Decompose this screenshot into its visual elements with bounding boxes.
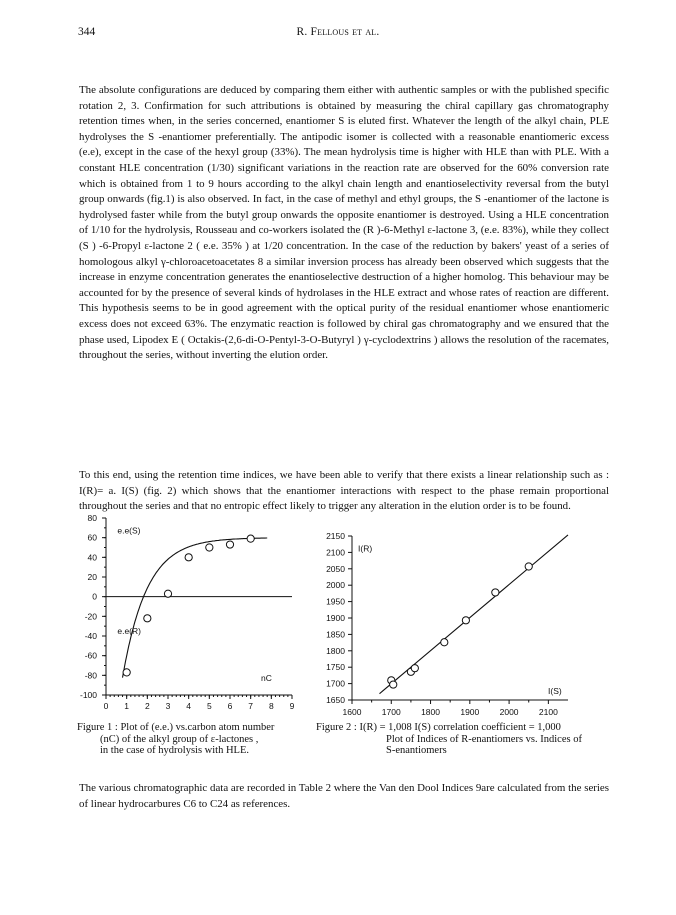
figure-1-caption-line-3: in the case of hydrolysis with HLE. (100, 745, 250, 756)
fig1-data-point (185, 554, 192, 561)
fig2-x-tick-label: 1700 (381, 707, 401, 717)
page-number: 344 (78, 26, 96, 38)
fig1-y-tick-label: -20 (84, 611, 97, 622)
figure-2-caption-line-3: S-enantiomers (386, 745, 447, 756)
figure-1-caption-line-2: (nC) of the alkyl group of ε-lactones , (100, 733, 259, 745)
fig2-x-axis-label: I(S) (548, 686, 562, 697)
fig1-fit-curve (123, 538, 268, 678)
fig2-y-tick-label: 2150 (326, 531, 345, 541)
fig1-y-tick-label: 80 (87, 513, 97, 523)
fig1-x-axis-label: nC (261, 673, 272, 684)
figure-1-caption-line-1: Figure 1 : Plot of (e.e.) vs.carbon atom number (77, 722, 275, 733)
fig2-y-tick-label: 1850 (326, 629, 345, 640)
fig1-y-tick-label: 40 (87, 552, 97, 563)
fig2-x-tick-label: 2100 (538, 707, 558, 717)
fig1-y-tick-label: -40 (84, 631, 97, 641)
paragraph-1-text: The absolute configurations are deduced by comparing them either with authentic samples or with the published specific rotation 2, 3. Confirmation for such attributions is obtained by measuring the chiral capillary gas chromatography retention times when, in the series concerned, enantiomer S is eluted first. Whatever the length of the alkyl chain, PLE hydrolyses the S -enantiomer preferentially. The antipodic isomer is collected with a reasonable enantiomeric excess (e.e), except in the case of the hexyl group (33%). The mean hydrolysis time is higher with HLE than with PLE. With a constant HLE concentration (1/30) significant variations in the reaction rate are observed for the 60% conversion rate which is obtained from 1 to 9 hours according to the alkyl chain length and enantioselectivity reversal from the butyl group onwards (fig.1) is also observed. In fact, in the case of methyl and ethyl groups, the S -enantiomer of the lactone is hydrolysed faster while from the butyl group onwards the opposite enantiomer is destroyed. Using a HLE concentration of 1/10 for the hydrolysis, Rousseau and co-workers isolated the (R )-6-Methyl ε-lactone 3, (e.e. 83%), while they collect (S ) -6-Propyl ε-lactone 2 ( e.e. 35% ) at 1/20 concentration. In the case of the reduction by bakers' yeast of a series of homologous alkyl γ-chloroacetoacetates 8 a similar inversion process has already been observed which suggests that the increase in enzyme concentration generates the enantioselective destruction of a higher homolog. This behaviour may be accounted for by the presence of several kinds of hydrolases in the HLE extract and whose rates of reaction are different. This hypothesis seems to be in good agreement with the optical purity of the residual enantiomer whose enantiomeric excess does not exceed 63%. The enzymatic reaction is followed by chiral gas chromatography and we ensured that the phase used, Lipodex E ( Octakis-(2,6-di-O-Pentyl-3-O-Butyryl ) γ-cyclodextrins ) allows the resolution of the racemates, throughout the series, without inverting the elution order. (79, 84, 609, 362)
fig1-x-tick-label: 9 (289, 701, 295, 711)
fig1-x-tick-label: 2 (144, 701, 150, 711)
fig2-data-point (411, 665, 418, 672)
fig1-data-point (206, 544, 213, 551)
fig1-y-tick-label: -80 (84, 670, 97, 681)
fig2-y-axis-label: I(R) (358, 543, 373, 554)
running-header-authors: R. Fellous et al. (296, 26, 380, 38)
fig2-y-tick-label: 1900 (326, 613, 345, 623)
fig2-data-point (390, 681, 397, 688)
paragraph-2-text: To this end, using the retention time indices, we have been able to verify that there exists a linear relationship such as : I(R)= a. I(S) (fig. 2) which shows that the enantiomer interactions with respect to the phase remain proportional throughout the series and that no entropic effect likely to trigger any alteration in the elution order is to be found. (79, 469, 609, 513)
fig1-label-eer: e.e(R) (117, 626, 141, 637)
fig2-x-tick-label: 1900 (460, 707, 480, 717)
paragraph-3-text: The various chromatographic data are recorded in Table 2 where the Van den Dool Indices 9are calculated from the series of linear hydrocarbures C6 to C24 as references. (79, 782, 609, 810)
fig1-x-tick-label: 5 (206, 701, 212, 711)
fig1-data-point (144, 615, 151, 622)
fig2-y-tick-label: 1700 (326, 678, 345, 689)
fig1-y-tick-label: -100 (79, 690, 97, 700)
fig2-x-tick-label: 1800 (421, 707, 441, 717)
fig2-data-point (525, 563, 532, 570)
figure-1-caption (77, 722, 337, 757)
fig1-x-tick-label: 4 (186, 701, 192, 711)
fig2-x-tick-label: 2000 (499, 707, 519, 717)
figure-2-caption-line-2: Plot of Indices of R-enantiomers vs. Indices of (386, 733, 582, 745)
paragraph-1 (79, 83, 609, 364)
figure-1-svg (70, 512, 300, 722)
fig2-y-tick-label: 1650 (326, 695, 345, 705)
fig1-x-tick-label: 0 (103, 701, 109, 711)
fig2-data-point (492, 589, 499, 596)
fig2-x-tick-label: 1600 (342, 707, 362, 717)
paragraph-2 (79, 468, 609, 515)
figure-2-svg (318, 528, 588, 723)
fig1-data-point (226, 541, 233, 548)
fig2-y-tick-label: 2050 (326, 563, 345, 574)
fig1-x-tick-label: 6 (227, 701, 233, 711)
fig2-y-tick-label: 2000 (326, 580, 345, 591)
fig2-y-tick-label: 2100 (326, 547, 345, 558)
figure-2-caption (316, 722, 616, 757)
fig1-y-tick-label: 0 (92, 591, 97, 602)
fig1-label-ees: e.e(S) (117, 525, 141, 536)
fig1-y-tick-label: 60 (87, 532, 97, 543)
fig2-y-tick-label: 1800 (326, 645, 345, 656)
figure-2-chart (318, 528, 588, 723)
fig1-data-point (164, 590, 171, 597)
fig2-y-tick-label: 1750 (326, 662, 345, 673)
fig1-y-tick-label: -60 (84, 650, 97, 661)
fig2-data-point (462, 617, 469, 624)
fig1-x-tick-label: 1 (124, 701, 130, 711)
fig1-y-tick-label: 20 (87, 572, 97, 582)
figure-2-caption-line-1: Figure 2 : I(R) = 1,008 I(S) correlation coefficient = 1,000 (316, 722, 561, 733)
figure-1-chart (70, 512, 300, 722)
fig2-y-tick-label: 1950 (326, 596, 345, 607)
fig1-x-tick-label: 3 (165, 701, 171, 711)
fig1-data-point (123, 669, 130, 676)
fig1-x-tick-label: 8 (268, 701, 274, 711)
fig1-data-point (247, 535, 254, 542)
fig2-data-point (441, 639, 448, 646)
paragraph-3 (79, 781, 609, 812)
fig1-x-tick-label: 7 (248, 701, 254, 711)
